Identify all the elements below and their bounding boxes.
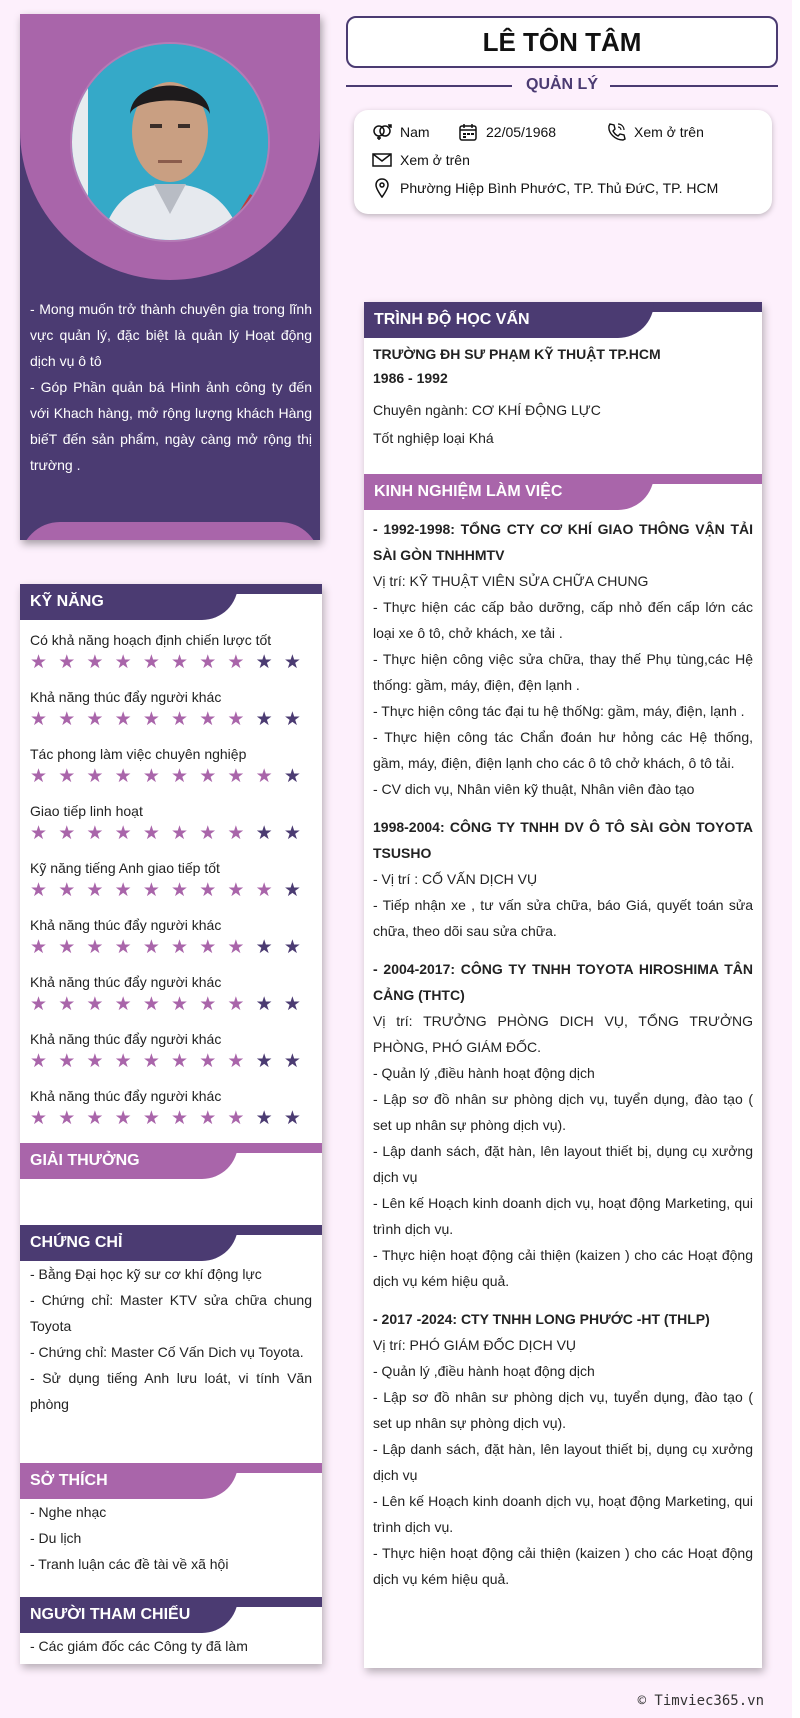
star-icon: ★: [58, 994, 76, 1015]
skill-rating: [30, 1105, 312, 1133]
skill-name: Khả năng thúc đẩy người khác: [30, 917, 222, 933]
star-icon: ★: [171, 823, 189, 844]
list-item: - Chứng chỉ: Master KTV sửa chữa chung Toyota: [30, 1292, 312, 1334]
star-icon: ★: [283, 880, 301, 901]
star-icon: ★: [171, 937, 189, 958]
star-icon: ★: [171, 766, 189, 787]
star-icon: ★: [283, 709, 301, 730]
skill-rating: [30, 934, 312, 962]
references-header: [20, 1597, 322, 1633]
job-detail: - Lên kế Hoạch kinh doanh dịch vụ, hoạt động Marketing, qui trình dịch vụ.: [373, 1493, 753, 1535]
job-detail: - CV dich vụ, Nhân viên kỹ thuật, Nhân viên đào tạo: [373, 781, 695, 797]
star-icon: ★: [227, 937, 245, 958]
phone-icon: [606, 122, 626, 142]
job-detail: - Tiếp nhận xe , tư vấn sửa chữa, báo Giá, quyết toán sửa chữa, theo dõi sau sửa chữa.: [373, 897, 753, 939]
star-icon: ★: [30, 766, 48, 787]
star-icon: ★: [227, 709, 245, 730]
star-icon: ★: [171, 652, 189, 673]
skill-rating: [30, 991, 312, 1019]
star-icon: ★: [86, 766, 104, 787]
right-card: [364, 302, 762, 1668]
star-icon: ★: [199, 823, 217, 844]
star-icon: ★: [283, 766, 301, 787]
star-icon: ★: [114, 709, 132, 730]
star-icon: ★: [227, 766, 245, 787]
star-icon: ★: [58, 709, 76, 730]
email-info: [372, 148, 470, 172]
education-major: Chuyên ngành: CƠ KHÍ ĐỘNG LỰC: [373, 402, 601, 418]
education-header: [364, 302, 762, 338]
skill-rating: [30, 706, 312, 734]
star-icon: ★: [255, 709, 273, 730]
position-title: QUẢN LÝ: [526, 76, 598, 93]
star-icon: ★: [142, 1108, 160, 1129]
star-icon: ★: [142, 652, 160, 673]
star-icon: ★: [58, 1051, 76, 1072]
list-item: - Sử dụng tiếng Anh lưu loát, vi tính Văn phòng: [30, 1370, 312, 1412]
job-detail: Vị trí: KỸ THUẬT VIÊN SỬA CHỮA CHUNG: [373, 573, 649, 589]
skill-item: [20, 688, 322, 734]
certificates-list: [20, 1261, 322, 1417]
job-detail: - Quản lý ,điều hành hoạt động dịch: [373, 1065, 595, 1081]
star-icon: ★: [199, 1051, 217, 1072]
job-heading: - 2017 -2024: CTY TNHH LONG PHƯỚC -HT (THLP): [373, 1311, 710, 1327]
star-icon: ★: [114, 994, 132, 1015]
skill-name: Khả năng thúc đẩy người khác: [30, 974, 222, 990]
job-detail: - Thực hiện công tác đại tu hệ thốNg: gầm, máy, điện, lạnh .: [373, 703, 745, 719]
skill-item: [20, 745, 322, 791]
star-icon: ★: [227, 880, 245, 901]
star-icon: ★: [255, 937, 273, 958]
gender-value: Nam: [400, 124, 430, 140]
star-icon: ★: [171, 1051, 189, 1072]
address-info: [372, 176, 718, 200]
star-icon: ★: [283, 937, 301, 958]
job-detail: - Thực hiện công việc sửa chữa, thay thế Phụ tùng,các Hệ thống: gầm, máy, điện, đện lạnh .: [373, 651, 753, 693]
job-detail: - Vị trí : CỐ VẤN DỊCH VỤ: [373, 871, 538, 887]
skill-name: Giao tiếp linh hoạt: [30, 803, 143, 819]
star-icon: ★: [114, 1108, 132, 1129]
education-years: 1986 - 1992: [373, 370, 448, 386]
star-icon: ★: [227, 1051, 245, 1072]
address-value: Phường Hiệp Bình PhướC, TP. Thủ ĐứC, TP. HCM: [400, 180, 719, 196]
hobbies-list: [20, 1499, 322, 1577]
skill-rating: [30, 877, 312, 905]
star-icon: ★: [199, 880, 217, 901]
skill-item: [20, 1030, 322, 1076]
skill-name: Có khả năng hoạch định chiến lược tốt: [30, 632, 272, 648]
job-detail: - Lập sơ đồ nhân sư phòng dịch vụ, tuyển dụng, đào tạo ( set up nhân sự phòng dịch vụ).: [373, 1389, 753, 1431]
section-title: CHỨNG CHỈ: [20, 1225, 238, 1261]
birthday-info: [458, 120, 556, 144]
job-detail: - Quản lý ,điều hành hoạt động dịch: [373, 1363, 595, 1379]
job-detail: - Lên kế Hoạch kinh doanh dịch vụ, hoạt động Marketing, qui trình dịch vụ.: [373, 1195, 753, 1237]
star-icon: ★: [86, 823, 104, 844]
skills-list: [20, 631, 322, 1133]
job-detail: - Lập sơ đồ nhân sư phòng dịch vụ, tuyển dụng, đào tạo ( set up nhân sự phòng dịch vụ).: [373, 1091, 753, 1133]
star-icon: ★: [283, 823, 301, 844]
star-icon: ★: [142, 937, 160, 958]
job-detail: - Thực hiện hoạt động cải thiện (kaizen ) cho các Hoạt động dịch vụ kém hiệu quả.: [373, 1545, 753, 1587]
skills-header: [20, 584, 322, 620]
skill-item: [20, 916, 322, 962]
job-detail: - Thực hiện các cấp bảo dưỡng, cấp nhỏ đến cấp lớn các loại xe ô tô, chở khách, xe tải .: [373, 599, 753, 641]
list-item: - Chứng chỉ: Master Cố Vấn Dich vụ Toyota.: [30, 1344, 304, 1360]
awards-header: [20, 1143, 322, 1179]
list-item: - Các giám đốc các Công ty đã làm: [30, 1638, 248, 1654]
star-icon: ★: [30, 1051, 48, 1072]
skill-name: Tác phong làm việc chuyên nghiệp: [30, 746, 247, 762]
references-list: [20, 1633, 322, 1659]
star-icon: ★: [227, 652, 245, 673]
section-title: TRÌNH ĐỘ HỌC VẤN: [364, 302, 654, 338]
list-item: - Du lịch: [30, 1530, 82, 1546]
bio-text: [30, 296, 312, 478]
star-icon: ★: [199, 652, 217, 673]
section-title: GIẢI THƯỞNG: [20, 1143, 238, 1179]
star-icon: ★: [171, 994, 189, 1015]
position-title-row: [346, 74, 778, 98]
envelope-icon: [372, 152, 392, 168]
skill-name: Khả năng thúc đẩy người khác: [30, 1031, 222, 1047]
star-icon: ★: [30, 937, 48, 958]
skill-rating: [30, 649, 312, 677]
skill-name: Khả năng thúc đẩy người khác: [30, 1088, 222, 1104]
section-title: KỸ NĂNG: [20, 584, 238, 620]
star-icon: ★: [283, 994, 301, 1015]
star-icon: ★: [114, 766, 132, 787]
star-icon: ★: [114, 937, 132, 958]
gender-icon: [372, 123, 392, 141]
star-icon: ★: [283, 1108, 301, 1129]
star-icon: ★: [255, 766, 273, 787]
school-name: TRƯỜNG ĐH SƯ PHẠM KỸ THUẬT TP.HCM: [373, 346, 661, 362]
star-icon: ★: [114, 1051, 132, 1072]
star-icon: ★: [30, 880, 48, 901]
star-icon: ★: [142, 994, 160, 1015]
skill-name: Kỹ năng tiếng Anh giao tiếp tốt: [30, 860, 220, 876]
left-card: [20, 584, 322, 1664]
star-icon: ★: [58, 766, 76, 787]
star-icon: ★: [227, 994, 245, 1015]
star-icon: ★: [255, 880, 273, 901]
star-icon: ★: [58, 937, 76, 958]
star-icon: ★: [30, 823, 48, 844]
star-icon: ★: [199, 937, 217, 958]
star-icon: ★: [199, 766, 217, 787]
phone-value: Xem ở trên: [634, 124, 704, 140]
bio-line: - Góp Phần quản bá Hình ảnh công ty đến với Khach hàng, mở rộng lượng khách Hàng biếT đến sản phẩm, ngày càng mở rộng thị trường .: [30, 379, 312, 473]
star-icon: ★: [86, 1108, 104, 1129]
star-icon: ★: [255, 1108, 273, 1129]
star-icon: ★: [199, 1108, 217, 1129]
star-icon: ★: [114, 823, 132, 844]
candidate-name: LÊ TÔN TÂM: [346, 16, 778, 68]
job-heading: - 1992-1998: TỔNG CTY CƠ KHÍ GIAO THÔNG VẬN TẢI SÀI GÒN TNHHMTV: [373, 521, 753, 563]
skill-rating: [30, 763, 312, 791]
section-title: NGƯỜI THAM CHIẾU: [20, 1597, 238, 1633]
star-icon: ★: [255, 823, 273, 844]
job-detail: - Lập danh sách, đặt hàn, lên layout thiết bị, dụng cụ xưởng dịch vụ: [373, 1143, 753, 1185]
star-icon: ★: [58, 880, 76, 901]
star-icon: ★: [86, 1051, 104, 1072]
star-icon: ★: [86, 652, 104, 673]
star-icon: ★: [283, 652, 301, 673]
star-icon: ★: [171, 1108, 189, 1129]
avatar: [72, 44, 268, 240]
star-icon: ★: [58, 652, 76, 673]
skill-item: [20, 802, 322, 848]
star-icon: ★: [227, 1108, 245, 1129]
job-detail: Vị trí: TRƯỞNG PHÒNG DICH VỤ, TỔNG TRƯỞNG PHÒNG, PHÓ GIÁM ĐỐC.: [373, 1013, 753, 1055]
star-icon: ★: [30, 994, 48, 1015]
section-title: SỞ THÍCH: [20, 1463, 238, 1499]
email-value: Xem ở trên: [400, 152, 470, 168]
star-icon: ★: [30, 709, 48, 730]
experience-content: [364, 510, 762, 1592]
footer-credit: © Timviec365.vn: [637, 1693, 764, 1709]
list-item: - Tranh luận các đề tài về xã hội: [30, 1556, 229, 1572]
list-item: - Bằng Đại học kỹ sư cơ khí động lực: [30, 1266, 262, 1282]
profile-panel: [20, 14, 320, 540]
education-grade: Tốt nghiệp loại Khá: [373, 430, 494, 446]
experience-header: [364, 474, 762, 510]
star-icon: ★: [30, 652, 48, 673]
star-icon: ★: [142, 880, 160, 901]
star-icon: ★: [114, 880, 132, 901]
job-detail: Vị trí: PHÓ GIÁM ĐỐC DỊCH VỤ: [373, 1337, 577, 1353]
star-icon: ★: [255, 994, 273, 1015]
star-icon: ★: [199, 994, 217, 1015]
star-icon: ★: [227, 823, 245, 844]
contact-box: [354, 110, 772, 214]
skill-rating: [30, 1048, 312, 1076]
star-icon: ★: [58, 1108, 76, 1129]
job-detail: - Lập danh sách, đặt hàn, lên layout thiết bị, dụng cụ xưởng dịch vụ: [373, 1441, 753, 1483]
star-icon: ★: [86, 880, 104, 901]
skill-item: [20, 859, 322, 905]
skill-name: Khả năng thúc đẩy người khác: [30, 689, 222, 705]
star-icon: ★: [142, 1051, 160, 1072]
gender-info: [372, 120, 430, 144]
star-icon: ★: [30, 1108, 48, 1129]
skill-item: [20, 631, 322, 677]
job-heading: - 2004-2017: CÔNG TY TNHH TOYOTA HIROSHIMA TÂN CẢNG (THTC): [373, 961, 753, 1003]
star-icon: ★: [86, 937, 104, 958]
star-icon: ★: [255, 1051, 273, 1072]
star-icon: ★: [142, 709, 160, 730]
bio-line: - Mong muốn trở thành chuyên gia trong lĩnh vực quản lý, đặc biệt là quản lý Hoạt động dịch vụ ô tô: [30, 301, 312, 369]
star-icon: ★: [142, 766, 160, 787]
list-item: - Nghe nhạc: [30, 1504, 107, 1520]
star-icon: ★: [86, 994, 104, 1015]
star-icon: ★: [283, 1051, 301, 1072]
hobbies-header: [20, 1463, 322, 1499]
education-content: [364, 338, 762, 452]
skill-item: [20, 973, 322, 1019]
section-title: KINH NGHIỆM LÀM VIỆC: [364, 474, 654, 510]
calendar-icon: [458, 122, 478, 142]
star-icon: ★: [199, 709, 217, 730]
location-pin-icon: [372, 178, 392, 198]
star-icon: ★: [114, 652, 132, 673]
star-icon: ★: [86, 709, 104, 730]
star-icon: ★: [142, 823, 160, 844]
birthday-value: 22/05/1968: [486, 124, 557, 140]
job-heading: 1998-2004: CÔNG TY TNHH DV Ô TÔ SÀI GÒN TOYOTA TSUSHO: [373, 819, 753, 861]
skill-item: [20, 1087, 322, 1133]
phone-info: [606, 120, 704, 144]
star-icon: ★: [171, 880, 189, 901]
star-icon: ★: [171, 709, 189, 730]
star-icon: ★: [255, 652, 273, 673]
star-icon: ★: [58, 823, 76, 844]
certificates-header: [20, 1225, 322, 1261]
job-detail: - Thực hiện công tác Chẩn đoán hư hỏng các Hệ thống, gầm, máy, điện, điện lạnh cho các ô tô chở khách, ô tô tải.: [373, 729, 753, 771]
job-detail: - Thực hiện hoạt động cải thiện (kaizen ) cho các Hoạt động dịch vụ kém hiệu quả.: [373, 1247, 753, 1289]
skill-rating: [30, 820, 312, 848]
